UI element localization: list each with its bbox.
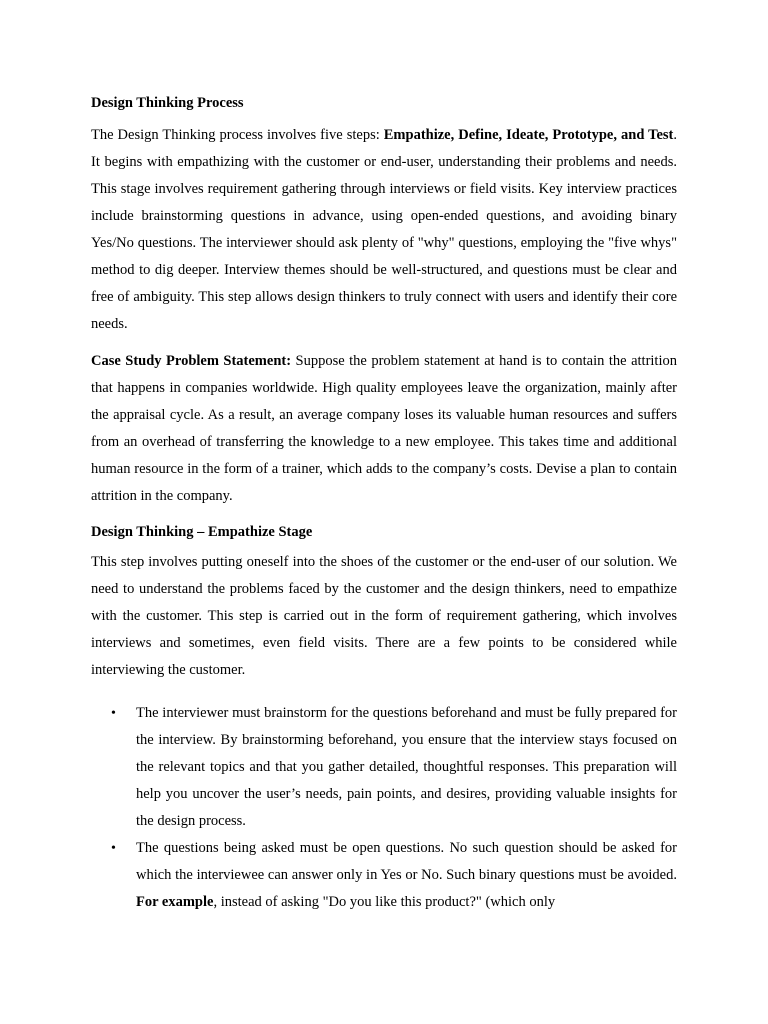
paragraph-case-study [91,348,677,510]
bullet-icon: • [111,841,116,856]
list-item [91,835,677,916]
list-item [91,700,677,835]
document-page [91,92,677,916]
case-study-label: Case Study Problem Statement: [91,353,292,369]
five-steps-bold: Empathize, Define, Ideate, Prototype, and Test [383,127,674,143]
list-item-text: , instead of asking "Do you like this product?" (which only [213,894,556,910]
list-item-text: The interviewer must brainstorm for the questions beforehand and must be fully prepared for the interview. By brainstorming beforehand, you ensure that the interview stays focused on the relevant topics and that you gather detailed, thoughtful responses. This preparation will help you uncover the user’s needs, pain points, and desires, providing valuable insights for the design process. [136,705,677,829]
paragraph-text: . It begins with empathizing with the customer or end-user, understanding their problems and needs. This stage involves requirement gathering through interviews or field visits. Key interview practices include brainstorming questions in advance, using open-ended questions, and avoiding binary Yes/No questions. The interviewer should ask plenty of "why" questions, employing the "five whys" method to dig deeper. Interview themes should be well-structured, and questions must be clear and free of ambiguity. This step allows design thinkers to truly connect with users and identify their core needs. [91,127,677,332]
paragraph-text: The Design Thinking process involves five steps: [91,127,384,143]
for-example-bold: For example [136,894,214,910]
case-study-text: Suppose the problem statement at hand is to contain the attrition that happens in companies worldwide. High quality employees leave the organization, mainly after the appraisal cycle. As a result, an average company loses its valuable human resources and suffers from an overhead of transferring the knowledge to a new employee. This takes time and additional human resource in the form of a trainer, which adds to the company’s costs. Devise a plan to contain attrition in the company. [91,353,677,504]
bullet-icon: • [111,706,116,721]
list-item-text: The questions being asked must be open questions. No such question should be asked for which the interviewee can answer only in Yes or No. Such binary questions must be avoided. [136,840,677,883]
bullet-list [91,700,677,916]
section-heading-empathize-stage: Design Thinking – Empathize Stage [91,524,313,540]
paragraph-empathize-intro: This step involves putting oneself into the shoes of the customer or the end-user of our solution. We need to understand the problems faced by the customer and the design thinkers, need to empathize with the customer. This step is carried out in the form of requirement gathering, which involves interviews and sometimes, even field visits. There are a few points to be considered while interviewing the customer. [91,554,677,678]
paragraph-design-thinking-overview [91,122,677,338]
section-heading-design-thinking-process: Design Thinking Process [91,95,244,111]
